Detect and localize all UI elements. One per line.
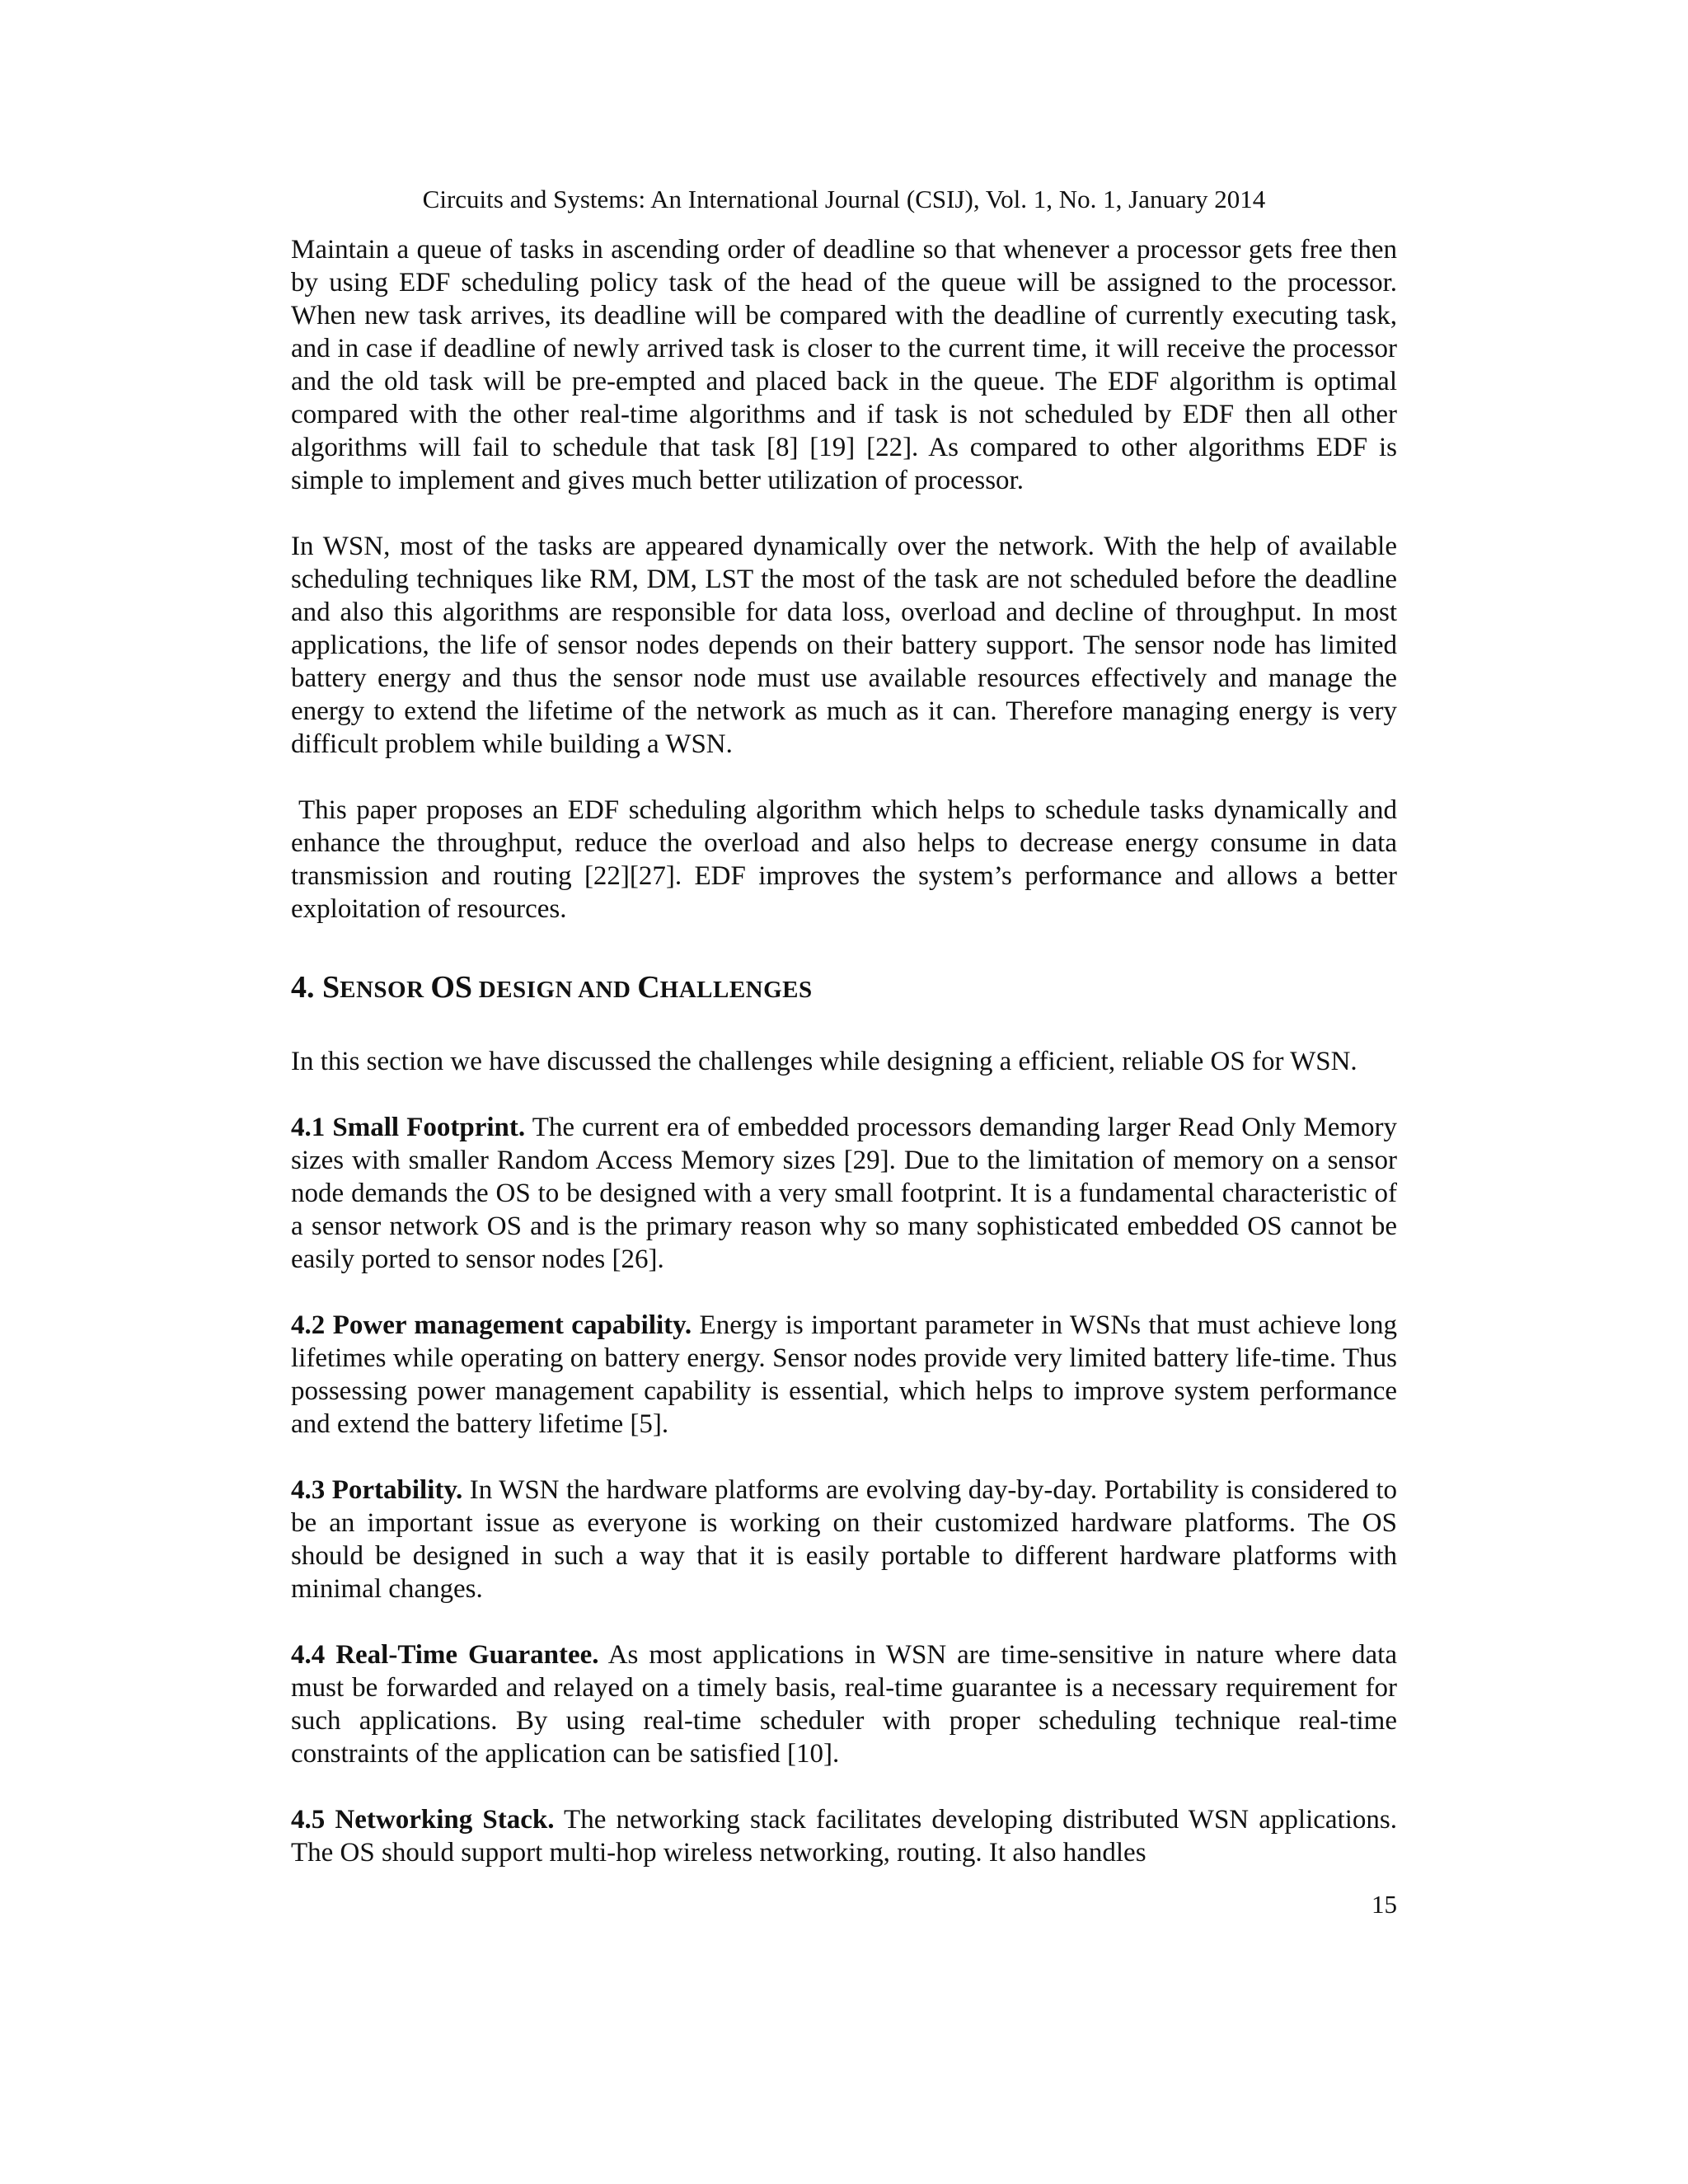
paragraph-proposal [291,794,1397,926]
page-number: 15 [1372,1890,1397,1919]
heading-part-2: ENSOR [340,977,431,1003]
paragraph-edf-queue: Maintain a queue of tasks in ascending order of deadline so that whenever a processor gets free then by using EDF scheduling policy task of the head of the queue will be assigned to the processor. When new task arrives, its deadline will be compared with the deadline of currently executing task, and in case if deadline of newly arrived task is closer to the current time, it will receive the processor and the old task will be pre-empted and placed back in the queue. The EDF algorithm is optimal compared with the other real-time algorithms and if task is not scheduled by EDF then all other algorithms will fail to schedule that task [8] [19] [22]. As compared to other algorithms EDF is simple to implement and gives much better utilization of processor. [291,235,1397,495]
subsection-text: In WSN the hardware platforms are evolving day-by-day. Portability is considered to be an important issue as everyone is working on their customized hardware platforms. The OS should be designed in such a way that it is easily portable to different hardware platforms with minimal changes. [291,1475,1397,1604]
heading-part-4: DESIGN AND [472,977,638,1003]
subsection-networking-stack [291,1803,1397,1869]
subsection-title: 4.5 Networking Stack. [291,1805,555,1835]
heading-part-1: S [322,970,340,1005]
subsection-text: As most applications in WSN are time-sensitive in nature where data must be forwarded and relayed on a timely basis, real-time guarantee is a necessary requirement for such applications. By using real-time scheduler with proper scheduling technique real-time constraints of the application can be satisfied [10]. [291,1640,1397,1769]
paragraph-proposal-text: This paper proposes an EDF scheduling algorithm which helps to schedule tasks dynamically and enhance the throughput, reduce the overload and also helps to decrease energy consume in data transmission and routing [22][27]. EDF improves the system’s performance and allows a better exploitation of resources. [291,795,1397,924]
running-header: Circuits and Systems: An International Journal (CSIJ), Vol. 1, No. 1, January 2014 [422,185,1266,213]
section-number: 4. [291,970,315,1005]
subsection-real-time-guarantee [291,1638,1397,1770]
subsection-portability [291,1474,1397,1605]
subsection-text: The networking stack facilitates developing distributed WSN applications. The OS should support multi-hop wireless networking, routing. It also handles [291,1805,1397,1868]
subsection-power-management [291,1309,1397,1441]
subsection-text: Energy is important parameter in WSNs that must achieve long lifetimes while operating on battery energy. Sensor nodes provide very limited battery life-time. Thus possessing power management capability is essential, which helps to improve system performance and extend the battery lifetime [5]. [291,1310,1397,1439]
subsection-text: The current era of embedded processors demanding larger Read Only Memory sizes with smaller Random Access Memory sizes [29]. Due to the limitation of memory on a sensor node demands the OS to be designed with a very small footprint. It is a fundamental characteristic of a sensor network OS and is the primary reason why so many sophisticated embedded OS cannot be easily ported to sensor nodes [26]. [291,1113,1398,1274]
section-intro: In this section we have discussed the challenges while designing a efficient, reliable OS for WSN. [291,1047,1357,1076]
paragraph-wsn-tasks: In WSN, most of the tasks are appeared dynamically over the network. With the help of available scheduling techniques like RM, DM, LST the most of the task are not scheduled before the deadline and also this algorithms are responsible for data loss, overload and decline of throughput. In most applications, the life of sensor nodes depends on their battery support. The sensor node has limited battery energy and thus the sensor node must use available resources effectively and manage the energy to extend the lifetime of the network as much as it can. Therefore managing energy is very difficult problem while building a WSN. [291,532,1397,759]
heading-part-3: OS [430,970,473,1005]
heading-part-6: HALLENGES [659,977,813,1003]
heading-part-5: C [637,970,660,1005]
section-heading [291,967,1397,1010]
subsection-title: 4.3 Portability. [291,1475,463,1505]
subsection-title: 4.1 Small Footprint. [291,1113,526,1142]
subsection-small-footprint [291,1111,1397,1276]
body-column [291,233,1397,1869]
subsection-title: 4.2 Power management capability. [291,1310,692,1340]
subsection-title: 4.4 Real-Time Guarantee. [291,1640,599,1670]
